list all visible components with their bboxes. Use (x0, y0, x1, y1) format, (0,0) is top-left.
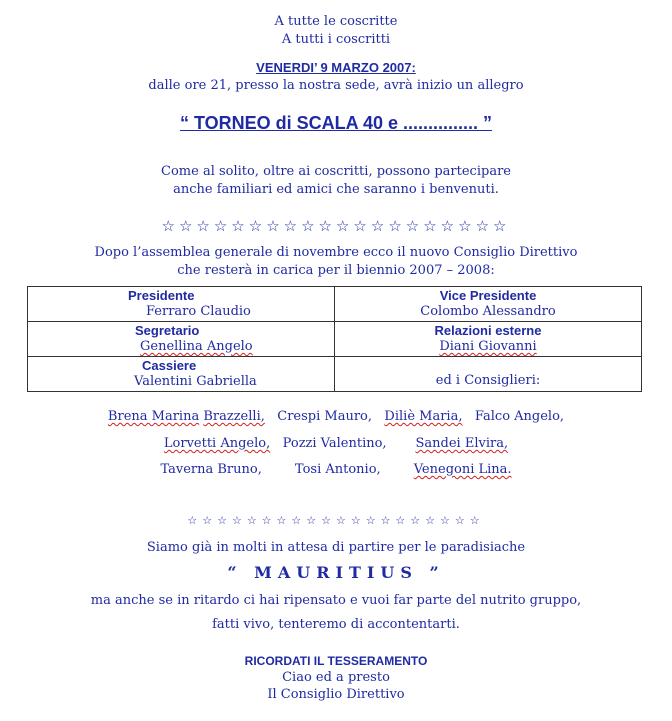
consigliere-name: Pozzi Valentino, (282, 436, 387, 451)
name-relazioni-esterne-text: Diani Giovanni (439, 339, 537, 354)
assembly-line-2: che resterà in carica per il biennio 2007 – 2008: (177, 263, 495, 278)
consigliere-name: Crespi Mauro, (277, 409, 373, 424)
board-row (28, 357, 642, 392)
consigliere-name: Taverna Bruno, (160, 462, 262, 477)
role-cassiere: Cassiere (142, 358, 197, 373)
consigliere-name: Falco Angelo, (474, 409, 565, 424)
name-presidente: Ferraro Claudio (146, 304, 251, 319)
star-separator-1: ☆☆☆☆☆☆☆☆☆☆☆☆☆☆☆☆☆☆☆☆ (161, 217, 511, 235)
event-date: VENERDI’ 9 MARZO 2007: (256, 60, 416, 75)
board-table (27, 286, 642, 392)
consigliere-name: Tosi Antonio, (294, 462, 381, 477)
participants-line-1: Come al solito, oltre ai coscritti, possono partecipare (161, 164, 511, 179)
star-separator-2: ☆☆☆☆☆☆☆☆☆☆☆☆☆☆☆☆☆☆☆☆ (187, 514, 485, 527)
board-row (28, 287, 642, 322)
consigliere-name: Venegoni Lina. (413, 462, 512, 477)
participants-line-2: anche familiari ed amici che saranno i benvenuti. (173, 182, 499, 197)
role-relazioni-esterne: Relazioni esterne (434, 323, 542, 338)
role-vice-presidente: Vice Presidente (439, 288, 537, 303)
assembly-line-1: Dopo l’assemblea generale di novembre ecco il nuovo Consiglio Direttivo (94, 245, 578, 260)
membership-reminder: RICORDATI IL TESSERAMENTO (244, 654, 428, 668)
board-cell-relazioni-esterne (335, 322, 642, 357)
board-row (28, 322, 642, 357)
board-cell-presidente (28, 287, 335, 322)
consigliere-name: Sandei Elvira, (415, 436, 509, 451)
consiglieri-label: ed i Consiglieri: (435, 373, 541, 388)
board-cell-cassiere (28, 357, 335, 392)
farewell: Ciao ed a presto (282, 670, 390, 685)
tournament-title: “ TORNEO di SCALA 40 e ............... ” (179, 113, 493, 133)
consiglieri-row-1 (0, 408, 672, 426)
board-cell-segretario (28, 322, 335, 357)
name-vice-presidente: Colombo Alessandro (420, 304, 556, 319)
trip-line-3: fatti vivo, tenteremo di accontentarti. (212, 617, 460, 632)
trip-line-1: Siamo già in molti in attesa di partire per le paradisiache (146, 540, 526, 555)
board-cell-vice-presidente (335, 287, 642, 322)
greeting-line-1: A tutte le coscritte (274, 14, 398, 29)
role-segretario: Segretario (135, 323, 200, 338)
role-presidente: Presidente (128, 288, 195, 303)
consigliere-name: Diliè Maria, (384, 409, 463, 424)
signature: Il Consiglio Direttivo (267, 687, 405, 702)
name-segretario (28, 338, 334, 355)
greeting-line-2: A tutti i coscritti (281, 32, 391, 47)
event-intro: dalle ore 21, presso la nostra sede, avrà inizio un allegro (148, 78, 524, 93)
consigliere-name: Brena Marina (107, 409, 200, 424)
trip-line-2: ma anche se in ritardo ci hai ripensato e vuoi far parte del nutrito gruppo, (90, 593, 582, 608)
name-relazioni-esterne (335, 338, 641, 355)
consigliere-name: Brazzelli, (203, 409, 265, 424)
name-cassiere: Valentini Gabriella (134, 374, 257, 389)
board-cell-consiglieri (335, 357, 642, 392)
consiglieri-row-2 (0, 435, 672, 453)
consigliere-name: Lorvetti Angelo, (163, 436, 271, 451)
name-segretario-text: Genellina Angelo (140, 339, 253, 354)
consiglieri-row-3 (0, 461, 672, 479)
trip-destination: “ MAURITIUS ” (227, 563, 445, 582)
